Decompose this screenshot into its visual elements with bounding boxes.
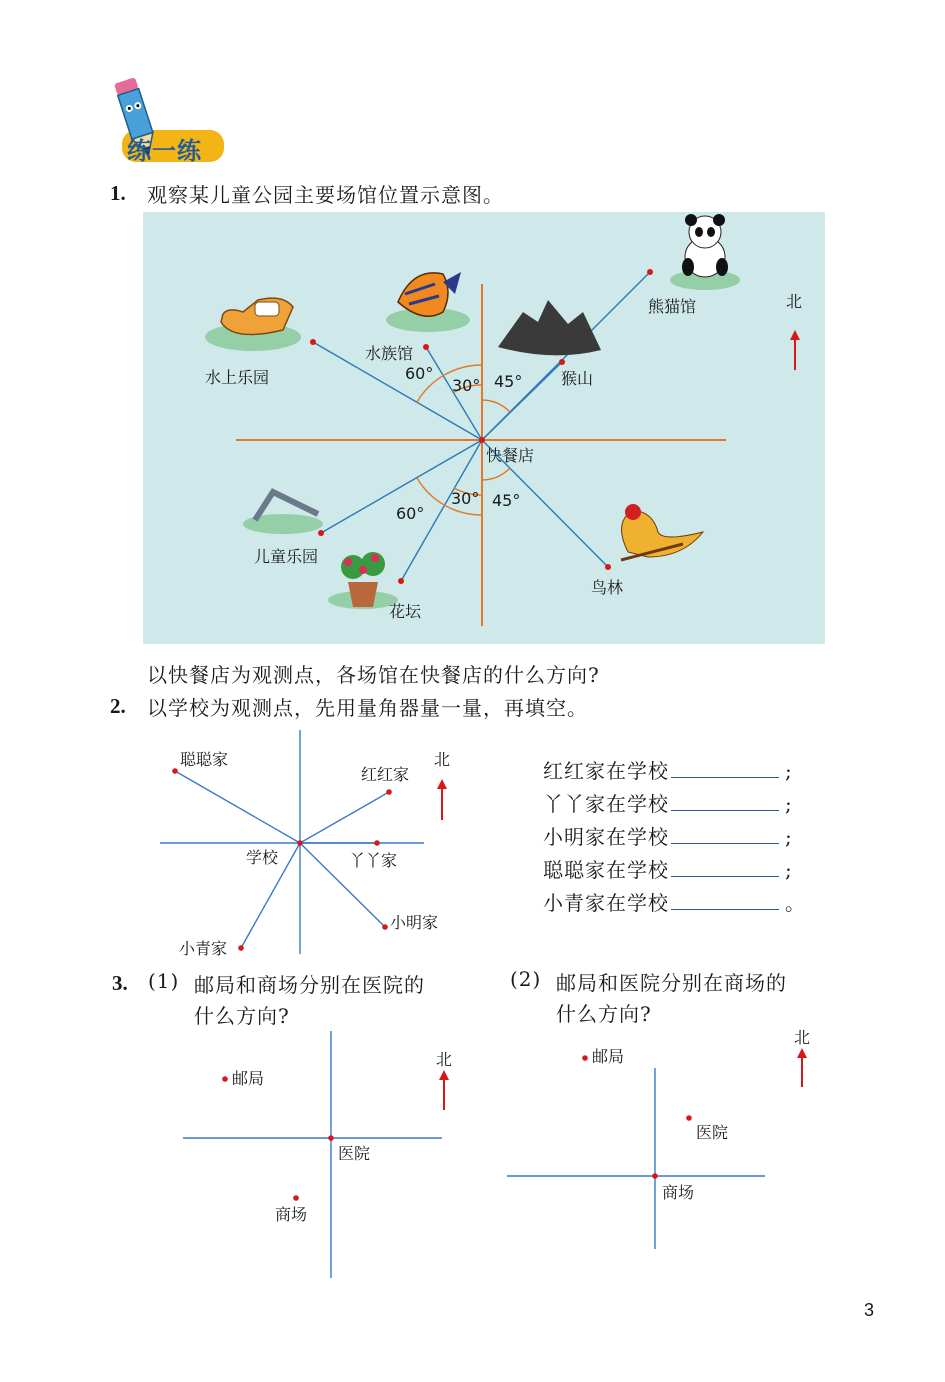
monkey-hill-icon (498, 300, 601, 355)
angle-ll-inner: 30° (451, 489, 480, 508)
place-label-flower-bed: 花坛 (389, 602, 422, 621)
place-label-bird-forest: 鸟林 (591, 578, 624, 597)
q3-number: 3. (112, 971, 128, 995)
q2-number: 2. (110, 694, 126, 718)
section-header (80, 78, 230, 170)
hospital-diagram (180, 1028, 460, 1283)
section-title: 练一练 (127, 137, 202, 165)
fish-icon (386, 272, 470, 332)
angle-ll-outer: 60° (396, 504, 425, 523)
angle-lr: 45° (492, 491, 521, 510)
bird-icon (621, 504, 703, 560)
q1-number: 1. (110, 181, 126, 205)
north-label: 北 (794, 1028, 811, 1047)
answer-blank[interactable] (671, 792, 779, 811)
flower-pot-icon (328, 552, 398, 609)
fill-row: 聪聪家在学校 ; (543, 858, 793, 882)
center-label-fast-food: 快餐店 (486, 446, 535, 465)
angle-ul-inner: 30° (452, 376, 481, 395)
label-yaya: 丫丫家 (349, 851, 398, 870)
place-label-water-park: 水上乐园 (205, 368, 270, 387)
label-hospital: 医院 (696, 1123, 729, 1142)
answer-blank[interactable] (671, 891, 779, 910)
label-congcong: 聪聪家 (180, 750, 229, 769)
angle-ul-outer: 60° (405, 364, 434, 383)
mall-diagram (505, 1025, 825, 1255)
q1-question: 以快餐店为观测点，各场馆在快餐店的什么方向? (147, 663, 600, 687)
q1-text: 观察某儿童公园主要场馆位置示意图。 (147, 183, 504, 207)
label-school: 学校 (246, 848, 279, 867)
label-mall: 商场 (275, 1205, 308, 1224)
place-label-monkey-hill: 猴山 (561, 369, 594, 388)
label-honghong: 红红家 (361, 765, 410, 784)
q2-text: 以学校为观测点，先用量角器量一量，再填空。 (147, 696, 588, 720)
page-number: 3 (864, 1300, 875, 1320)
fill-in-list (543, 755, 806, 920)
fill-row: 小明家在学校 ; (543, 825, 793, 849)
angle-ur: 45° (494, 372, 523, 391)
north-label: 北 (436, 1050, 453, 1069)
label-hospital: 医院 (338, 1144, 371, 1163)
fill-row: 小青家在学校 。 (543, 891, 806, 915)
park-map (143, 212, 825, 644)
q3-part1-line1: 邮局和商场分别在医院的 (194, 973, 425, 997)
place-label-aquarium: 水族馆 (365, 344, 414, 363)
place-label-kids-park: 儿童乐园 (254, 547, 319, 566)
label-post-office: 邮局 (592, 1047, 625, 1066)
north-label: 北 (786, 292, 803, 311)
q3-part2-label: (2) (510, 967, 542, 991)
boat-icon (205, 298, 301, 351)
answer-blank[interactable] (671, 858, 779, 877)
q3-part2-line1: 邮局和医院分别在商场的 (556, 971, 787, 995)
place-label-panda-house: 熊猫馆 (648, 297, 697, 316)
q3-part1-label: (1) (148, 969, 180, 993)
fill-row: 红红家在学校 ; (543, 759, 793, 783)
answer-blank[interactable] (671, 825, 779, 844)
q3-part2-line2: 什么方向? (556, 1002, 652, 1026)
answer-blank[interactable] (671, 759, 779, 778)
slide-icon (243, 492, 323, 534)
label-xiaoqing: 小青家 (179, 939, 228, 958)
school-diagram (150, 725, 460, 960)
label-post-office: 邮局 (232, 1069, 265, 1088)
q3-part1-line2: 什么方向? (194, 1004, 290, 1028)
label-mall: 商场 (662, 1183, 695, 1202)
panda-icon (670, 214, 740, 290)
north-label: 北 (434, 750, 451, 769)
fill-row: 丫丫家在学校 ; (543, 792, 793, 816)
label-xiaoming: 小明家 (390, 913, 439, 932)
